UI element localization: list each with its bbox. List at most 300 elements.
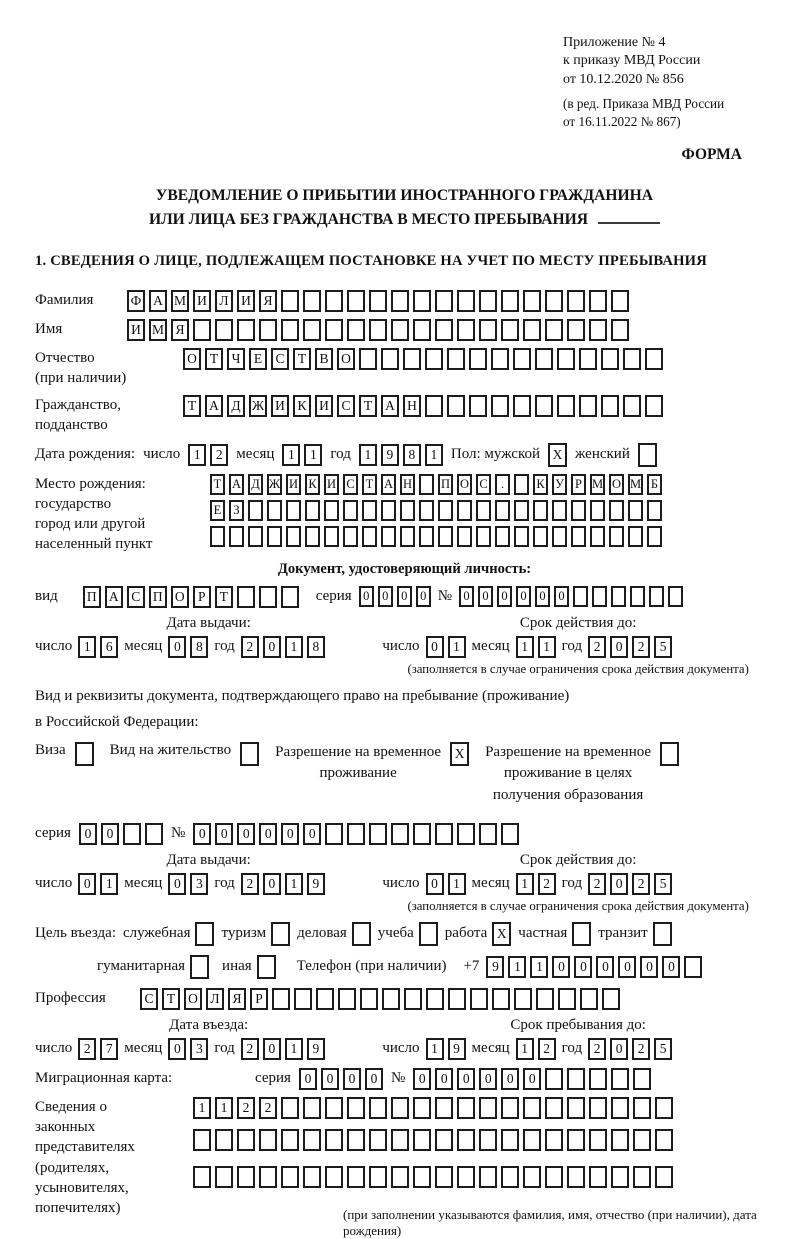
surname-cells[interactable]: [127, 290, 629, 312]
cell[interactable]: К: [533, 474, 548, 495]
cell[interactable]: П: [83, 586, 101, 608]
cell[interactable]: [589, 1129, 607, 1151]
cell[interactable]: [325, 1097, 343, 1119]
identity-expiry-year-cells[interactable]: [588, 636, 672, 658]
cell[interactable]: [513, 348, 531, 370]
cell[interactable]: [579, 348, 597, 370]
cell[interactable]: [75, 742, 94, 766]
purpose-private-checkbox[interactable]: [572, 922, 591, 946]
cell[interactable]: [592, 586, 607, 607]
cell[interactable]: [633, 1166, 651, 1188]
birth-day-cells[interactable]: [188, 444, 228, 466]
cell[interactable]: [281, 290, 299, 312]
cell[interactable]: [611, 290, 629, 312]
cell[interactable]: [400, 500, 415, 521]
cell[interactable]: 1: [359, 444, 377, 466]
cell[interactable]: Р: [571, 474, 586, 495]
cell[interactable]: 2: [241, 1038, 259, 1060]
cell[interactable]: [645, 395, 663, 417]
sex-female-checkbox[interactable]: [638, 443, 657, 467]
cell[interactable]: [259, 1166, 277, 1188]
cell[interactable]: Ж: [249, 395, 267, 417]
cell[interactable]: [303, 1129, 321, 1151]
cell[interactable]: Т: [183, 395, 201, 417]
cell[interactable]: [286, 526, 301, 547]
cell[interactable]: [633, 1097, 651, 1119]
purpose-transit-checkbox[interactable]: [653, 922, 672, 946]
cell[interactable]: 0: [535, 586, 550, 607]
cell[interactable]: [382, 988, 400, 1010]
cell[interactable]: 1: [304, 444, 322, 466]
patronymic-cells[interactable]: [183, 348, 663, 370]
cell[interactable]: 9: [448, 1038, 466, 1060]
cell[interactable]: [580, 988, 598, 1010]
cell[interactable]: [469, 395, 487, 417]
cell[interactable]: [425, 395, 443, 417]
cell[interactable]: [347, 1129, 365, 1151]
cell[interactable]: 3: [190, 1038, 208, 1060]
representatives-cells-row1[interactable]: [193, 1097, 673, 1119]
cell[interactable]: [628, 500, 643, 521]
cell[interactable]: П: [149, 586, 167, 608]
cell[interactable]: [325, 290, 343, 312]
cell[interactable]: 6: [100, 636, 118, 658]
cell[interactable]: [381, 500, 396, 521]
cell[interactable]: 2: [632, 873, 650, 895]
cell[interactable]: П: [438, 474, 453, 495]
cell[interactable]: [413, 1129, 431, 1151]
cell[interactable]: 2: [632, 1038, 650, 1060]
cell[interactable]: 2: [259, 1097, 277, 1119]
cell[interactable]: 2: [588, 1038, 606, 1060]
cell[interactable]: А: [205, 395, 223, 417]
cell[interactable]: 1: [516, 636, 534, 658]
cell[interactable]: [571, 526, 586, 547]
cell[interactable]: [210, 526, 225, 547]
cell[interactable]: [457, 290, 475, 312]
cell[interactable]: С: [337, 395, 355, 417]
cell[interactable]: [325, 319, 343, 341]
cell[interactable]: [623, 348, 641, 370]
cell[interactable]: 2: [241, 636, 259, 658]
cell[interactable]: 5: [654, 873, 672, 895]
cell[interactable]: [381, 526, 396, 547]
cell[interactable]: 1: [282, 444, 300, 466]
cell[interactable]: Б: [647, 474, 662, 495]
cell[interactable]: [655, 1166, 673, 1188]
cell[interactable]: [369, 319, 387, 341]
cell[interactable]: Ч: [227, 348, 245, 370]
residence-issue-month-cells[interactable]: [168, 873, 208, 895]
cell[interactable]: [567, 1129, 585, 1151]
cell[interactable]: [240, 742, 259, 766]
cell[interactable]: [501, 823, 519, 845]
cell[interactable]: [391, 319, 409, 341]
cell[interactable]: [660, 742, 679, 766]
cell[interactable]: [533, 500, 548, 521]
representatives-cells-row2[interactable]: [193, 1129, 673, 1151]
cell[interactable]: 0: [168, 1038, 186, 1060]
cell[interactable]: 1: [530, 956, 548, 978]
cell[interactable]: Н: [403, 395, 421, 417]
cell[interactable]: 2: [241, 873, 259, 895]
cell[interactable]: [360, 988, 378, 1010]
cell[interactable]: [237, 1166, 255, 1188]
cell[interactable]: С: [127, 586, 145, 608]
cell[interactable]: [391, 290, 409, 312]
cell[interactable]: [645, 348, 663, 370]
cell[interactable]: [567, 1068, 585, 1090]
residence-issue-year-cells[interactable]: [241, 873, 325, 895]
cell[interactable]: [324, 526, 339, 547]
cell[interactable]: [655, 1129, 673, 1151]
cell[interactable]: [267, 526, 282, 547]
residence-issue-day-cells[interactable]: [78, 873, 118, 895]
cell[interactable]: [545, 290, 563, 312]
cell[interactable]: [514, 526, 529, 547]
cell[interactable]: О: [183, 348, 201, 370]
cell[interactable]: 0: [416, 586, 431, 607]
cell[interactable]: Д: [227, 395, 245, 417]
cell[interactable]: [572, 922, 591, 946]
purpose-study-checkbox[interactable]: [419, 922, 438, 946]
cell[interactable]: 1: [285, 1038, 303, 1060]
cell[interactable]: [495, 500, 510, 521]
cell[interactable]: 0: [168, 873, 186, 895]
cell[interactable]: Т: [162, 988, 180, 1010]
cell[interactable]: 0: [574, 956, 592, 978]
cell[interactable]: [633, 1129, 651, 1151]
cell[interactable]: [193, 1166, 211, 1188]
cell[interactable]: [611, 586, 626, 607]
cell[interactable]: 1: [508, 956, 526, 978]
purpose-other-checkbox[interactable]: [257, 955, 276, 979]
cell[interactable]: [523, 1166, 541, 1188]
cell[interactable]: А: [105, 586, 123, 608]
cell[interactable]: 0: [497, 586, 512, 607]
migration-series-cells[interactable]: [299, 1068, 383, 1090]
cell[interactable]: [457, 1129, 475, 1151]
cell[interactable]: А: [229, 474, 244, 495]
cell[interactable]: 2: [210, 444, 228, 466]
cell[interactable]: [259, 1129, 277, 1151]
cell[interactable]: 0: [79, 823, 97, 845]
cell[interactable]: 0: [662, 956, 680, 978]
cell[interactable]: [601, 395, 619, 417]
cell[interactable]: [271, 922, 290, 946]
cell[interactable]: 0: [237, 823, 255, 845]
cell[interactable]: [325, 1129, 343, 1151]
cell[interactable]: А: [381, 395, 399, 417]
cell[interactable]: У: [552, 474, 567, 495]
cell[interactable]: 0: [263, 636, 281, 658]
cell[interactable]: 0: [479, 1068, 497, 1090]
cell[interactable]: [347, 290, 365, 312]
cell[interactable]: 1: [285, 873, 303, 895]
cell[interactable]: 0: [552, 956, 570, 978]
cell[interactable]: [457, 1166, 475, 1188]
cell[interactable]: [338, 988, 356, 1010]
cell[interactable]: 0: [299, 1068, 317, 1090]
cell[interactable]: О: [171, 586, 189, 608]
cell[interactable]: [649, 586, 664, 607]
cell[interactable]: 1: [448, 873, 466, 895]
cell[interactable]: Т: [215, 586, 233, 608]
cell[interactable]: О: [184, 988, 202, 1010]
cell[interactable]: [501, 1097, 519, 1119]
purpose-official-checkbox[interactable]: [195, 922, 214, 946]
cell[interactable]: [257, 955, 276, 979]
cell[interactable]: [623, 395, 641, 417]
cell[interactable]: [303, 319, 321, 341]
cell[interactable]: 3: [190, 873, 208, 895]
cell[interactable]: [545, 1166, 563, 1188]
cell[interactable]: Ж: [267, 474, 282, 495]
cell[interactable]: [419, 922, 438, 946]
cell[interactable]: Т: [359, 395, 377, 417]
cell[interactable]: [305, 526, 320, 547]
cell[interactable]: [589, 1166, 607, 1188]
cell[interactable]: [425, 348, 443, 370]
cell[interactable]: [362, 526, 377, 547]
entry-year-cells[interactable]: [241, 1038, 325, 1060]
cell[interactable]: [630, 586, 645, 607]
cell[interactable]: А: [149, 290, 167, 312]
cell[interactable]: [535, 348, 553, 370]
cell[interactable]: [567, 319, 585, 341]
cell[interactable]: 0: [263, 873, 281, 895]
cell[interactable]: [552, 500, 567, 521]
cell[interactable]: [448, 988, 466, 1010]
identity-series-cells[interactable]: [359, 586, 431, 607]
cell[interactable]: 0: [101, 823, 119, 845]
cell[interactable]: [470, 988, 488, 1010]
cell[interactable]: С: [343, 474, 358, 495]
given-name-cells[interactable]: [127, 319, 629, 341]
residence-number-cells[interactable]: [193, 823, 519, 845]
cell[interactable]: [469, 348, 487, 370]
cell[interactable]: 0: [343, 1068, 361, 1090]
residence-expiry-month-cells[interactable]: [516, 873, 556, 895]
cell[interactable]: 2: [632, 636, 650, 658]
cell[interactable]: [145, 823, 163, 845]
cell[interactable]: 7: [100, 1038, 118, 1060]
residence-expiry-day-cells[interactable]: [426, 873, 466, 895]
cell[interactable]: К: [293, 395, 311, 417]
representatives-cells-row3[interactable]: [193, 1166, 673, 1188]
cell[interactable]: 0: [321, 1068, 339, 1090]
cell[interactable]: [523, 319, 541, 341]
cell[interactable]: Ф: [127, 290, 145, 312]
cell[interactable]: [647, 526, 662, 547]
cell[interactable]: 9: [381, 444, 399, 466]
cell[interactable]: [545, 1097, 563, 1119]
cell[interactable]: [601, 348, 619, 370]
cell[interactable]: [215, 1129, 233, 1151]
cell[interactable]: [362, 500, 377, 521]
cell[interactable]: [369, 823, 387, 845]
cell[interactable]: М: [149, 319, 167, 341]
cell[interactable]: [272, 988, 290, 1010]
cell[interactable]: 9: [486, 956, 504, 978]
cell[interactable]: О: [457, 474, 472, 495]
cell[interactable]: И: [237, 290, 255, 312]
cell[interactable]: [426, 988, 444, 1010]
birth-month-cells[interactable]: [282, 444, 322, 466]
cell[interactable]: [413, 1097, 431, 1119]
cell[interactable]: [325, 1166, 343, 1188]
cell[interactable]: 0: [610, 873, 628, 895]
sex-male-checkbox[interactable]: [548, 443, 567, 467]
cell[interactable]: И: [271, 395, 289, 417]
cell[interactable]: [479, 319, 497, 341]
identity-issue-year-cells[interactable]: [241, 636, 325, 658]
residence-series-cells[interactable]: [79, 823, 163, 845]
cell[interactable]: 0: [596, 956, 614, 978]
cell[interactable]: [347, 1097, 365, 1119]
cell[interactable]: Л: [206, 988, 224, 1010]
cell[interactable]: 0: [397, 586, 412, 607]
cell[interactable]: [567, 1166, 585, 1188]
cell[interactable]: [305, 500, 320, 521]
cell[interactable]: М: [590, 474, 605, 495]
cell[interactable]: 8: [403, 444, 421, 466]
cell[interactable]: [237, 586, 255, 608]
cell[interactable]: [347, 319, 365, 341]
cell[interactable]: С: [271, 348, 289, 370]
cell[interactable]: [457, 823, 475, 845]
cell[interactable]: 0: [523, 1068, 541, 1090]
cell[interactable]: [237, 1129, 255, 1151]
cell[interactable]: 1: [193, 1097, 211, 1119]
cell[interactable]: [567, 290, 585, 312]
cell[interactable]: С: [476, 474, 491, 495]
cell[interactable]: М: [628, 474, 643, 495]
cell[interactable]: [419, 526, 434, 547]
cell[interactable]: И: [324, 474, 339, 495]
cell[interactable]: 2: [538, 1038, 556, 1060]
cell[interactable]: [343, 526, 358, 547]
identity-issue-day-cells[interactable]: [78, 636, 118, 658]
cell[interactable]: [190, 955, 209, 979]
cell[interactable]: 9: [307, 873, 325, 895]
cell[interactable]: [281, 1129, 299, 1151]
cell[interactable]: [684, 956, 702, 978]
cell[interactable]: 2: [538, 873, 556, 895]
cell[interactable]: [638, 443, 657, 467]
cell[interactable]: [281, 1166, 299, 1188]
cell[interactable]: [501, 290, 519, 312]
cell[interactable]: [609, 526, 624, 547]
cell[interactable]: Д: [248, 474, 263, 495]
cell[interactable]: [590, 500, 605, 521]
identity-type-cells[interactable]: [83, 586, 299, 608]
cell[interactable]: Л: [215, 290, 233, 312]
cell[interactable]: [237, 319, 255, 341]
cell[interactable]: 2: [588, 636, 606, 658]
residence-option-visa-checkbox[interactable]: [75, 742, 94, 766]
birth-year-cells[interactable]: [359, 444, 443, 466]
cell[interactable]: [435, 319, 453, 341]
cell[interactable]: [248, 526, 263, 547]
stay-month-cells[interactable]: [516, 1038, 556, 1060]
cell[interactable]: 1: [448, 636, 466, 658]
cell[interactable]: [653, 922, 672, 946]
cell[interactable]: [303, 290, 321, 312]
cell[interactable]: [457, 319, 475, 341]
cell[interactable]: [655, 1097, 673, 1119]
cell[interactable]: 0: [193, 823, 211, 845]
stay-day-cells[interactable]: [426, 1038, 466, 1060]
cell[interactable]: [369, 290, 387, 312]
cell[interactable]: [435, 1097, 453, 1119]
purpose-business-checkbox[interactable]: [352, 922, 371, 946]
identity-expiry-month-cells[interactable]: [516, 636, 556, 658]
cell[interactable]: [286, 500, 301, 521]
cell[interactable]: Т: [293, 348, 311, 370]
cell[interactable]: [523, 1097, 541, 1119]
cell[interactable]: [404, 988, 422, 1010]
cell[interactable]: [523, 1129, 541, 1151]
cell[interactable]: [259, 319, 277, 341]
cell[interactable]: 2: [78, 1038, 96, 1060]
cell[interactable]: [391, 1097, 409, 1119]
entry-month-cells[interactable]: [168, 1038, 208, 1060]
cell[interactable]: [589, 1097, 607, 1119]
cell[interactable]: 1: [426, 1038, 444, 1060]
cell[interactable]: 0: [610, 636, 628, 658]
cell[interactable]: 8: [307, 636, 325, 658]
cell[interactable]: [514, 474, 529, 495]
cell[interactable]: [579, 395, 597, 417]
cell[interactable]: [419, 474, 434, 495]
cell[interactable]: 0: [281, 823, 299, 845]
cell[interactable]: 0: [78, 873, 96, 895]
cell[interactable]: 1: [78, 636, 96, 658]
cell[interactable]: 0: [459, 586, 474, 607]
cell[interactable]: Е: [249, 348, 267, 370]
cell[interactable]: [347, 1166, 365, 1188]
cell[interactable]: X: [450, 742, 469, 766]
cell[interactable]: [229, 526, 244, 547]
cell[interactable]: [438, 526, 453, 547]
cell[interactable]: [611, 1097, 629, 1119]
cell[interactable]: [495, 526, 510, 547]
cell[interactable]: [590, 526, 605, 547]
cell[interactable]: [352, 922, 371, 946]
cell[interactable]: [359, 348, 377, 370]
cell[interactable]: [369, 1129, 387, 1151]
cell[interactable]: [567, 1097, 585, 1119]
cell[interactable]: X: [492, 922, 511, 946]
purpose-tourism-checkbox[interactable]: [271, 922, 290, 946]
cell[interactable]: [479, 823, 497, 845]
cell[interactable]: 0: [365, 1068, 383, 1090]
cell[interactable]: 1: [516, 1038, 534, 1060]
cell[interactable]: И: [127, 319, 145, 341]
cell[interactable]: [193, 1129, 211, 1151]
cell[interactable]: [533, 526, 548, 547]
cell[interactable]: 1: [516, 873, 534, 895]
cell[interactable]: 0: [303, 823, 321, 845]
residence-option-education-permit-checkbox[interactable]: [660, 742, 679, 766]
cell[interactable]: [557, 348, 575, 370]
cell[interactable]: О: [609, 474, 624, 495]
identity-expiry-day-cells[interactable]: [426, 636, 466, 658]
cell[interactable]: [602, 988, 620, 1010]
cell[interactable]: 0: [259, 823, 277, 845]
cell[interactable]: Е: [210, 500, 225, 521]
